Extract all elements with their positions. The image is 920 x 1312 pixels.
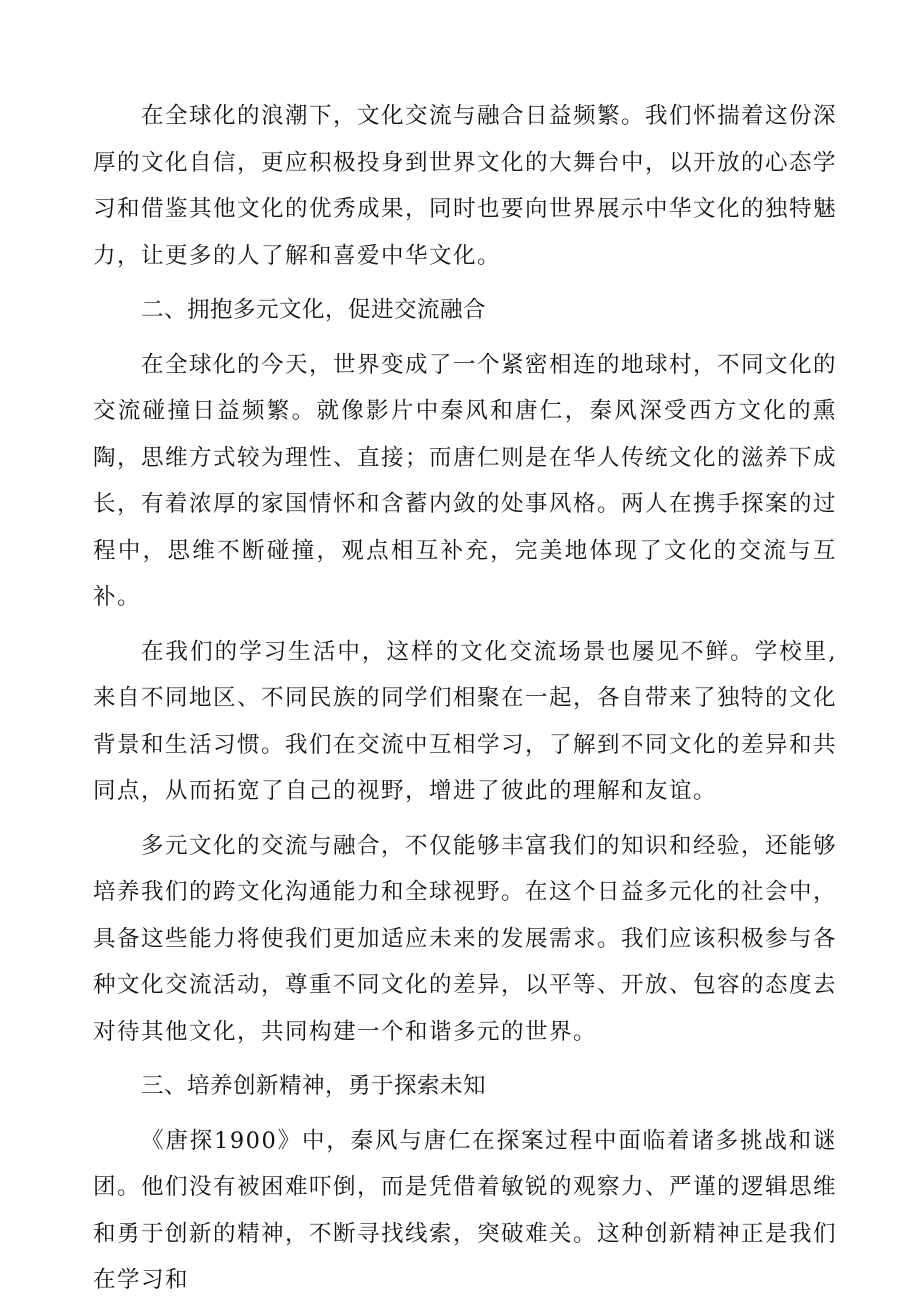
document-body: [93, 93, 837, 1312]
section-heading-2: 二、拥抱多元文化，促进交流融合: [141, 297, 487, 323]
paragraph-global-village: 在全球化的今天，世界变成了一个紧密相连的地球村，不同文化的交流碰撞日益频繁。就像影片中秦风和唐仁，秦风深受西方文化的熏陶，思维方式较为理性、直接；而唐仁则是在华人传统文化的滋养下成长，有着浓厚的家国情怀和含蓄内敛的处事风格。两人在携手探案的过程中，思维不断碰撞，观点相互补充，完美地体现了文化的交流与互补。: [93, 351, 838, 610]
paragraph-multicultural-benefits: 多元文化的交流与融合，不仅能够丰富我们的知识和经验，还能够培养我们的跨文化沟通能力和全球视野。在这个日益多元化的社会中，具备这些能力将使我们更加适应未来的发展需求。我们应该积极参与各种文化交流活动，尊重不同文化的差异，以平等、开放、包容的态度去对待其他文化，共同构建一个和谐多元的世界。: [93, 832, 838, 1045]
paragraph-school-life: 在我们的学习生活中，这样的文化交流场景也屡见不鲜。学校里,来自不同地区、不同民族的同学们相聚在一起，各自带来了独特的文化背景和生活习惯。我们在交流中互相学习，了解到不同文化的差异和共同点，从而拓宽了自己的视野，增进了彼此的理解和友谊。: [93, 638, 838, 804]
paragraph-cultural-confidence: 在全球化的浪潮下，文化交流与融合日益频繁。我们怀揣着这份深厚的文化自信，更应积极投身到世界文化的大舞台中，以开放的心态学习和借鉴其他文化的优秀成果，同时也要向世界展示中华文化的独特魅力，让更多的人了解和喜爱中华文化。: [93, 103, 838, 269]
paragraph-innovation: 《唐探1900》中，秦风与唐仁在探案过程中面临着诸多挑战和谜团。他们没有被困难吓倒，而是凭借着敏锐的观察力、严谨的逻辑思维和勇于创新的精神，不断寻找线索，突破难关。这种创新精神正是我们在学习和: [93, 1127, 838, 1293]
section-heading-3: 三、培养创新精神，勇于探索未知: [141, 1073, 487, 1099]
